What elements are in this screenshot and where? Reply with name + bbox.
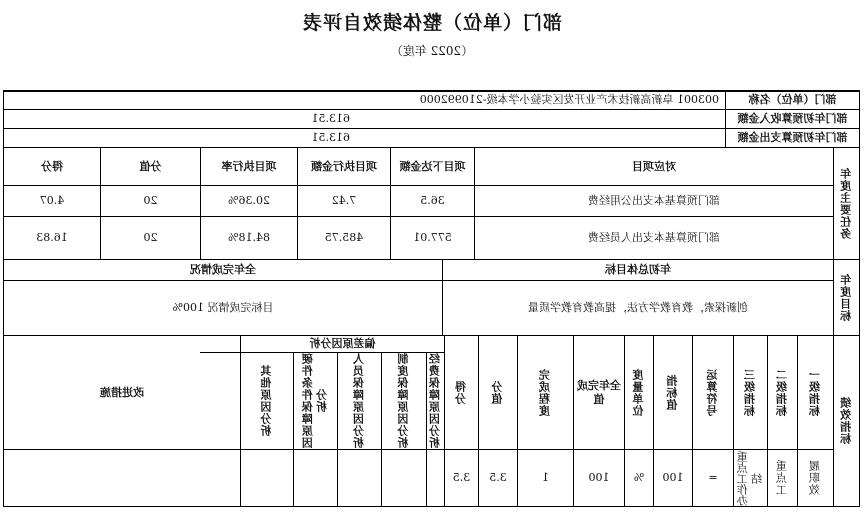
header-executed: 项目执行金额 [311,159,377,173]
tasks-side-label: 年度主要任务 [839,167,853,240]
header-rate: 项目执行率 [221,159,277,173]
row-unit: % [633,471,645,485]
row-executed: 7.42 [331,194,357,208]
row-dev-staff [338,450,381,506]
page-title: 部门（单位）整体绩效自评表 [302,12,563,34]
expense-label: 部门年初预算支出金额 [737,131,848,145]
row-actual: 100 [588,471,610,485]
header-project: 对应项目 [632,159,676,173]
header-score: 得分 [41,159,63,173]
completion-header: 全年完成情况 [190,263,256,277]
header-level1: 一级指标 [808,368,822,417]
row-weight: 3.5 [489,471,507,485]
row-improve [4,450,240,506]
header-level2: 二级指标 [775,368,789,417]
row-score: 3.5 [452,471,471,485]
row-dev-other [241,450,293,506]
row-weight: 20 [143,231,158,245]
row-executed: 485.75 [324,231,364,245]
expense-value: 613.51 [311,131,350,145]
header-dev-staff: 人员保障原因分析 [352,353,366,449]
row-rate: 84.18% [228,231,270,245]
completion-text: 目标完成情况 100% [172,301,274,315]
header-deviation: 偏差原因分析 [309,337,376,351]
row-target: 100 [662,471,684,485]
header-dev-funds: 经费保障原因分析 [428,353,442,449]
header-target: 指标值 [665,374,679,411]
header-completion: 完成程度 [538,368,552,417]
target-text: 创新探索，教育教学方法，提高教育教学质量 [528,301,748,315]
row-level3: 重点工作办结 [736,450,764,506]
row-budget: 36.5 [420,194,445,208]
row-score: 4.07 [39,194,65,208]
header-operator: 运算符号 [705,368,719,417]
header-dev-other: 其他原因分析 [259,365,273,437]
row-project: 部门预算基本支出公用经费 [588,194,720,208]
header-weight: 分值 [490,380,504,405]
target-header: 年初总体目标 [605,263,671,277]
row-level1: 履职效 [808,460,822,496]
row-dev-funds [427,450,444,506]
header-unit: 度量单位 [631,368,645,417]
row-rate: 20.36% [228,194,270,208]
row-budget: 577.01 [413,231,452,245]
header-weight: 分值 [139,159,162,173]
header-level3: 三级指标 [743,368,757,417]
indicators-side-label: 绩效指标 [839,397,853,445]
row-operator: = [708,471,718,485]
header-score: 得分 [454,380,468,405]
goals-side-label: 年度目标 [839,273,853,322]
name-value: 003001 阜新高新技术产业开发区实验小学本级-210992000 [419,93,719,107]
row-level2: 重点工 [775,460,789,496]
header-actual: 全年完成值 [577,378,621,406]
row-completion: 1 [542,471,549,485]
table-bottom-border [3,506,860,507]
row-dev-hardware [294,450,337,506]
income-value: 613.51 [311,112,350,126]
row-dev-system [382,450,426,506]
header-dev-system: 制度保障原因分析 [396,353,410,449]
row-project: 部门预算基本支出人员经费 [588,231,720,245]
income-label: 部门年初预算收入金额 [737,112,848,126]
header-budget: 项目下达金额 [399,159,466,173]
row-score: 16.83 [36,231,68,245]
header-improve: 改进措施 [100,385,144,399]
table-left-border [859,90,860,507]
page-subtitle: （2022 年度） [390,44,474,58]
row-weight: 20 [143,194,158,208]
header-dev-hardware: 硬件条件保障原因分析 [301,353,329,449]
name-label: 部门（单位）名称 [748,93,837,107]
